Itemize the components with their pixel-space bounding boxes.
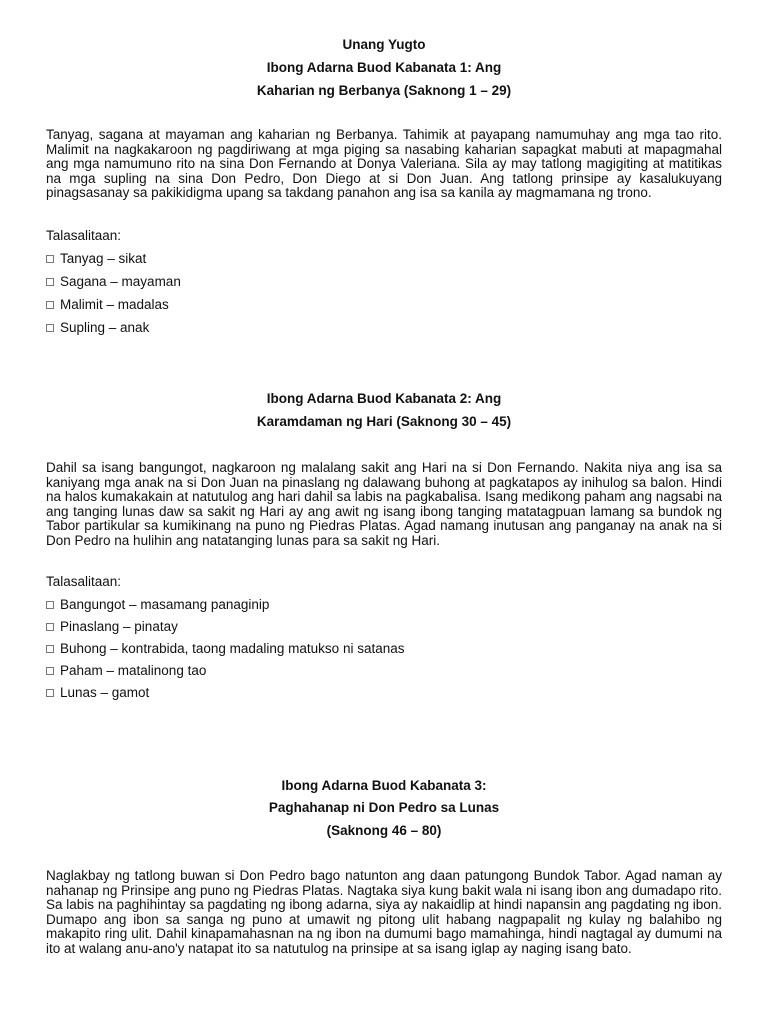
glossary-item: Pinaslang – pinatay (46, 619, 178, 635)
chapter1-paragraph: Tanyag, sagana at mayaman ang kaharian ng Berbanya. Tahimik at payapang namumuhay ang mga tao rito. Malimit na nagkakaroon ng pagdiriwang at mga piging sa nasabing kaharian sapagkat mabuti at mapagmahal ang mga namumuno rito na sina Don Fernando at Donya Valeriana. Sila ay may tatlong magigiting at matitikas na mga supling na sina Don Pedro, Don Diego at si Don Juan. Ang tatlong prinsipe ay kasalukuyang pinagsasanay sa pakikidigma upang sa takdang panahon ang isa sa kanila ay magmamana ng trono. (46, 127, 722, 201)
checkbox-icon (46, 301, 54, 309)
chapter2-paragraph: Dahil sa isang bangungot, nagkaroon ng malalang sakit ang Hari na si Don Fernando. Nakita niya ang isa sa kaniyang mga anak na si Don Juan na pinaslang ng dalawang buhong at pagkatapos ay inihulog sa balon. Hindi na halos kumakakain at natutulog ang hari dahil sa labis na pagkabalisa. Isang medikong paham ang nagsabi na ang tanging lunas daw sa sakit ng Hari ay ang awit ng isang ibong tanging matatagpuan lamang sa bundok ng Tabor partikular sa kumikinang na puno ng Piedras Platas. Agad namang inutusan ang panganay na anak na si Don Pedro na hulihin ang natatanging lunas para sa sakit ng Hari. (46, 460, 722, 548)
chapter2-glossary-label: Talasalitaan: (46, 574, 122, 589)
glossary-item: Bangungot – masamang panaginip (46, 597, 269, 613)
chapter3-heading-line1: Ibong Adarna Buod Kabanata 3: (281, 778, 487, 793)
glossary-item: Lunas – gamot (46, 685, 149, 701)
chapter2-heading-line1: Ibong Adarna Buod Kabanata 2: Ang (266, 391, 502, 406)
checkbox-icon (46, 255, 54, 263)
glossary-item: Tanyag – sikat (46, 251, 146, 267)
checkbox-icon (46, 601, 54, 609)
checkbox-icon (46, 623, 54, 631)
chapter1-heading-line1: Ibong Adarna Buod Kabanata 1: Ang (266, 60, 502, 75)
chapter1-heading-line2: Kaharian ng Berbanya (Saknong 1 – 29) (256, 83, 512, 98)
checkbox-icon (46, 689, 54, 697)
chapter3-paragraph: Naglakbay ng tatlong buwan si Don Pedro bago natunton ang daan patungong Bundok Tabor. Agad naman ay nahanap ng Prinsipe ang puno ng Piedras Platas. Nagtaka siya kung bakit wala ni isang ibon ang dumadapo rito. Sa labis na paghihintay sa pagdating ng ibong adarna, siya ay nakaidlip at hindi napansin ang pagdating ng ibon. Dumapo ang ibon sa sanga ng puno at umawit ng pitong ulit habang nagpapalit ng kulay ng balahibo ng makapito ring ulit. Dahil kinapamahasnan na ng ibon na dumumi bago mamahinga, hindi nagtagal ay dumumi na ito at walang anu-ano'y natapat ito sa natutulog na prinsipe at sa isang iglap ay naging isang bato. (46, 868, 722, 956)
chapter1-glossary-label: Talasalitaan: (46, 228, 122, 243)
checkbox-icon (46, 324, 54, 332)
checkbox-icon (46, 645, 54, 653)
document-title: Unang Yugto (342, 37, 426, 52)
glossary-item: Sagana – mayaman (46, 274, 181, 290)
chapter3-heading-line3: (Saknong 46 – 80) (326, 823, 442, 838)
glossary-item: Malimit – madalas (46, 297, 169, 313)
glossary-item: Buhong – kontrabida, taong madaling matukso ni satanas (46, 641, 404, 657)
checkbox-icon (46, 278, 54, 286)
glossary-item: Paham – matalinong tao (46, 663, 206, 679)
chapter2-heading-line2: Karamdaman ng Hari (Saknong 30 – 45) (256, 414, 512, 429)
checkbox-icon (46, 667, 54, 675)
glossary-item: Supling – anak (46, 320, 149, 336)
chapter3-heading-line2: Paghahanap ni Don Pedro sa Lunas (268, 800, 500, 815)
